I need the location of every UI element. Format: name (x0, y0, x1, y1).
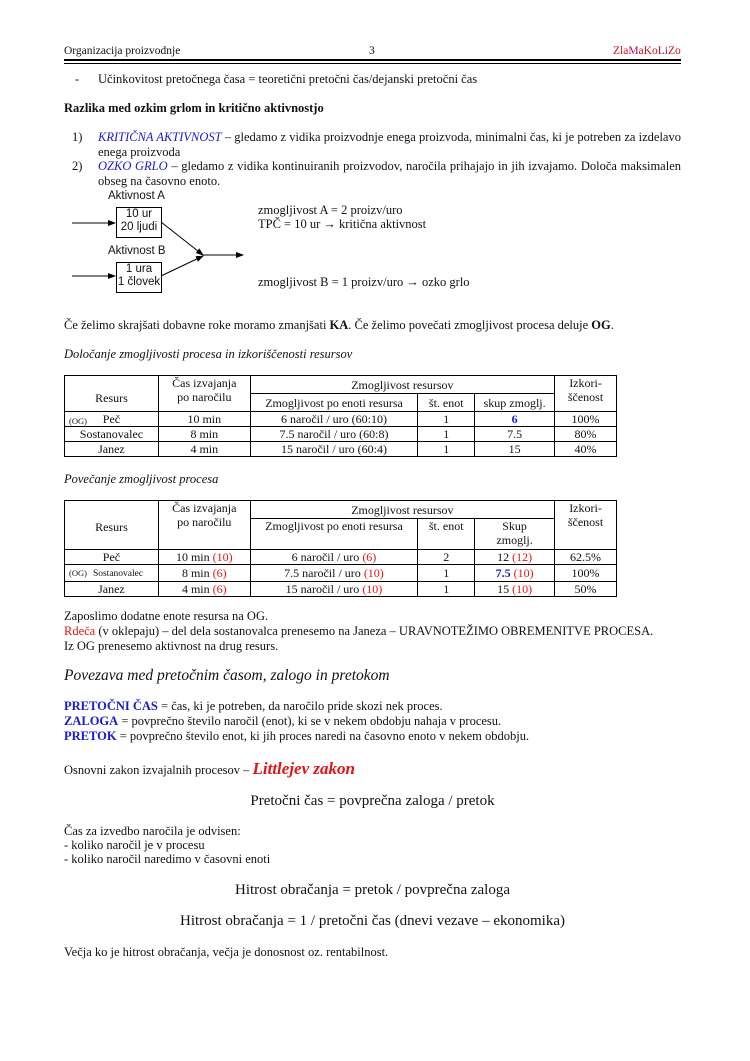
cell-total: 6 (475, 412, 555, 427)
adjusted-value: (6) (362, 550, 377, 564)
definition: = čas, ki je potreben, da naročilo pride skozi nek proces. (157, 699, 443, 713)
adjusted-value: (6) (212, 566, 227, 580)
capacity-b-note (258, 275, 470, 290)
note-text: ozko grlo (418, 275, 470, 289)
value: 12 (497, 550, 510, 564)
cell-total: 15 (475, 442, 555, 457)
value: 10 min (175, 550, 210, 564)
header-units: št. enot (418, 394, 475, 412)
header-cas (158, 501, 250, 550)
header-right-part: Li (657, 45, 668, 57)
cell-util: 100% (555, 412, 617, 427)
text: . (610, 318, 614, 332)
term-critical-activity: KRITIČNA AKTIVNOST (98, 130, 222, 144)
header-right-part: Ma (628, 45, 644, 57)
critical-activity-note (258, 217, 426, 232)
adjusted-value: (10) (512, 582, 533, 596)
littles-law-title: Littlejev zakon (252, 759, 355, 778)
cell-cas: 4 min (158, 442, 250, 457)
header-line: po naročilu (177, 515, 232, 529)
cell-units: 1 (418, 427, 475, 442)
cell-cas (158, 550, 250, 565)
cell-resurs: Peč (65, 550, 159, 565)
activity-a-label: Aktivnost A (108, 190, 165, 202)
cell-total (475, 565, 555, 582)
adjusted-value: (10) (362, 582, 383, 596)
definition-throughput (64, 729, 529, 744)
definition-inventory (64, 714, 501, 729)
header-right-part: Ko (643, 45, 658, 57)
cell-util: 50% (555, 582, 617, 597)
table-row (65, 582, 617, 597)
note-line: Zaposlimo dodatne enote resursa na OG. (64, 609, 269, 623)
activity-b-label: Aktivnost B (108, 245, 166, 257)
term-description: – gledamo z vidika kontinuiranih proizvodov, naročila prihajajo in jih izvajamo. Določa maksimalen obseg na časovno enoto. (98, 159, 681, 188)
header-total: skup zmoglj. (475, 394, 555, 412)
text: Če želimo skrajšati dobavne roke moramo zmanjšati (64, 318, 330, 332)
header-line: Izkori- (569, 501, 602, 515)
text: (v oklepaju) – del dela sostanovalca prenesemo na Janeza – URAVNOTEŽIMO OBREMENITVE PROCESA. (95, 624, 654, 638)
cell-per-unit: 15 naročil / uro (60:4) (250, 442, 418, 457)
capacity-increase-table (64, 500, 617, 597)
og-tag: (OG) (69, 416, 87, 426)
header-utilization (555, 376, 617, 412)
arrow-right-icon: → (323, 217, 336, 231)
header-total (475, 519, 555, 550)
bullet-dash: - (75, 72, 80, 86)
formula-turnover-2: Hitrost obračanja = 1 / pretočni čas (dnevi vezave – ekonomika) (180, 913, 565, 929)
header-units: št. enot (418, 519, 475, 550)
table-row (65, 427, 617, 442)
header-line: po naročilu (177, 390, 232, 404)
intro-bullet-text: Učinkovitost pretočnega časa = teoretični pretočni čas/dejanski pretočni čas (98, 72, 478, 86)
adjusted-value: (10) (363, 566, 384, 580)
note-text: kritična aktivnost (335, 217, 427, 231)
cell-resurs: Janez (65, 582, 159, 597)
running-header-left: Organizacija proizvodnje (64, 45, 181, 57)
arrow-a-to-join (161, 222, 203, 255)
cell-per-unit: 6 naročil / uro (60:10) (250, 412, 418, 427)
conclusion-line (64, 318, 614, 333)
note-line (64, 624, 653, 639)
cell-total: 7.5 (475, 427, 555, 442)
cell-resurs (65, 565, 159, 582)
abbr-ka: KA (329, 318, 349, 332)
header-utilization (555, 501, 617, 550)
header-line: ščenost (567, 390, 604, 404)
cell-total (475, 582, 555, 597)
term-description: – gledamo z vidika proizvodnje enega proizvoda, minimalni čas, ki je potreben za izdelavo enega proizvoda (98, 130, 681, 159)
value: 4 min (181, 582, 210, 596)
cell-cas (158, 582, 250, 597)
cell-util: 100% (555, 565, 617, 582)
note-text: zmogljivost B = 1 proizv/uro (258, 275, 407, 289)
header-right-part: Zla (613, 45, 629, 57)
law-line (64, 759, 355, 779)
header-line: zmoglj. (496, 533, 533, 547)
value: 15 naročil / uro (285, 582, 360, 596)
header-line: Izkori- (569, 376, 602, 390)
header-capacity-group: Zmogljivost resursov (250, 501, 554, 519)
cell-units: 1 (418, 565, 475, 582)
table-row (65, 442, 617, 457)
depends-item: - koliko naročil naredimo v časovni enoti (64, 852, 271, 866)
term: ZALOGA (64, 714, 119, 728)
final-statement: Večja ko je hitrost obračanja, večja je donosnost oz. rentabilnost. (64, 945, 389, 959)
cell-util: 62.5% (555, 550, 617, 565)
formula-flow-time: Pretočni čas = povprečna zaloga / pretok (250, 793, 495, 809)
term: PRETOČNI ČAS (64, 699, 158, 713)
table1-caption: Določanje zmogljivosti procesa in izkoriščenosti resursov (64, 347, 353, 361)
header-line: Čas izvajanja (172, 501, 237, 515)
table-row (65, 565, 617, 582)
abbr-og: OG (591, 318, 611, 332)
header-line: Čas izvajanja (172, 376, 237, 390)
cell-resurs: Sostanovalec (65, 427, 159, 442)
activity-a-duration: 10 ur (125, 208, 153, 220)
list-number: 2) (72, 159, 83, 173)
value: 7.5 naročil / uro (284, 566, 361, 580)
list-number: 1) (72, 130, 83, 144)
cell-cas: 10 min (158, 412, 250, 427)
cell-util: 40% (555, 442, 617, 457)
section-heading: Razlika med ozkim grlom in kritično aktivnostjo (64, 101, 324, 115)
cell-cas (158, 565, 250, 582)
activity-a-workers: 20 ljudi (120, 221, 158, 233)
cell-per-unit: 7.5 naročil / uro (60:8) (250, 427, 418, 442)
header-line: ščenost (567, 515, 604, 529)
header-per-unit: Zmogljivost po enoti resursa (250, 394, 418, 412)
resurs-name: Peč (102, 412, 121, 426)
cell-resurs (65, 412, 159, 427)
depends-title: Čas za izvedbo naročila je odvisen: (64, 824, 241, 838)
diagram-arrows (0, 0, 260, 300)
cell-units: 1 (418, 582, 475, 597)
depends-item: - koliko naročil je v procesu (64, 838, 205, 852)
header-right-part: Zo (667, 45, 681, 57)
capacity-a-note: zmogljivost A = 2 proizv/uro (258, 203, 403, 217)
cell-per-unit (250, 582, 418, 597)
page-number: 3 (369, 45, 375, 57)
header-cas (158, 376, 250, 412)
activity-b-workers: 1 človek (117, 276, 161, 288)
header-capacity-group: Zmogljivost resursov (250, 376, 554, 394)
header-per-unit: Zmogljivost po enoti resursa (250, 519, 418, 550)
adjusted-value: (6) (212, 582, 227, 596)
note-line: Iz OG prenesemo aktivnost na drug resurs. (64, 639, 279, 653)
cell-per-unit (250, 565, 418, 582)
capacity-table (64, 375, 617, 457)
note-text: TPČ = 10 ur (258, 217, 324, 231)
cell-util: 80% (555, 427, 617, 442)
cell-units: 1 (418, 412, 475, 427)
definition: = povprečno število naročil (enot), ki se v nekem obdobju nahaja v procesu. (118, 714, 502, 728)
section-heading: Povezava med pretočnim časom, zalogo in pretokom (64, 667, 390, 684)
adjusted-value: (10) (212, 550, 233, 564)
running-header-right (613, 45, 681, 57)
table2-caption: Povečanje zmogljivost procesa (64, 472, 219, 486)
value: 15 (497, 582, 510, 596)
table-row (65, 412, 617, 427)
value: 7.5 (495, 566, 511, 580)
adjusted-value: (12) (512, 550, 533, 564)
header-resurs: Resurs (65, 501, 159, 550)
activity-b-duration: 1 ura (125, 263, 153, 275)
formula-turnover-1: Hitrost obračanja = pretok / povprečna zaloga (234, 882, 511, 898)
text: . Če želimo povečati zmogljivost procesa deluje (348, 318, 592, 332)
header-resurs: Resurs (65, 376, 159, 412)
red-label: Rdeča (64, 624, 96, 638)
arrow-right-icon: → (406, 275, 419, 289)
cell-units: 1 (418, 442, 475, 457)
cell-resurs: Janez (65, 442, 159, 457)
og-tag: (OG) (69, 568, 87, 578)
cell-per-unit (250, 550, 418, 565)
value: 6 naročil / uro (291, 550, 360, 564)
text: Osnovni zakon izvajalnih procesov – (64, 763, 253, 777)
cell-units: 2 (418, 550, 475, 565)
cell-cas: 8 min (158, 427, 250, 442)
definition-flow-time (64, 699, 443, 714)
arrow-b-to-join (161, 256, 203, 276)
cell-total (475, 550, 555, 565)
value: 8 min (181, 566, 210, 580)
definition: = povprečno število enot, ki jih proces naredi na časovno enoto v nekem obdobju. (116, 729, 530, 743)
resurs-name: Sostanovalec (92, 569, 144, 579)
header-line: Skup (502, 519, 527, 533)
adjusted-value: (10) (513, 566, 534, 580)
term: PRETOK (64, 729, 117, 743)
term-bottleneck: OZKO GRLO (98, 159, 168, 173)
table-row (65, 550, 617, 565)
